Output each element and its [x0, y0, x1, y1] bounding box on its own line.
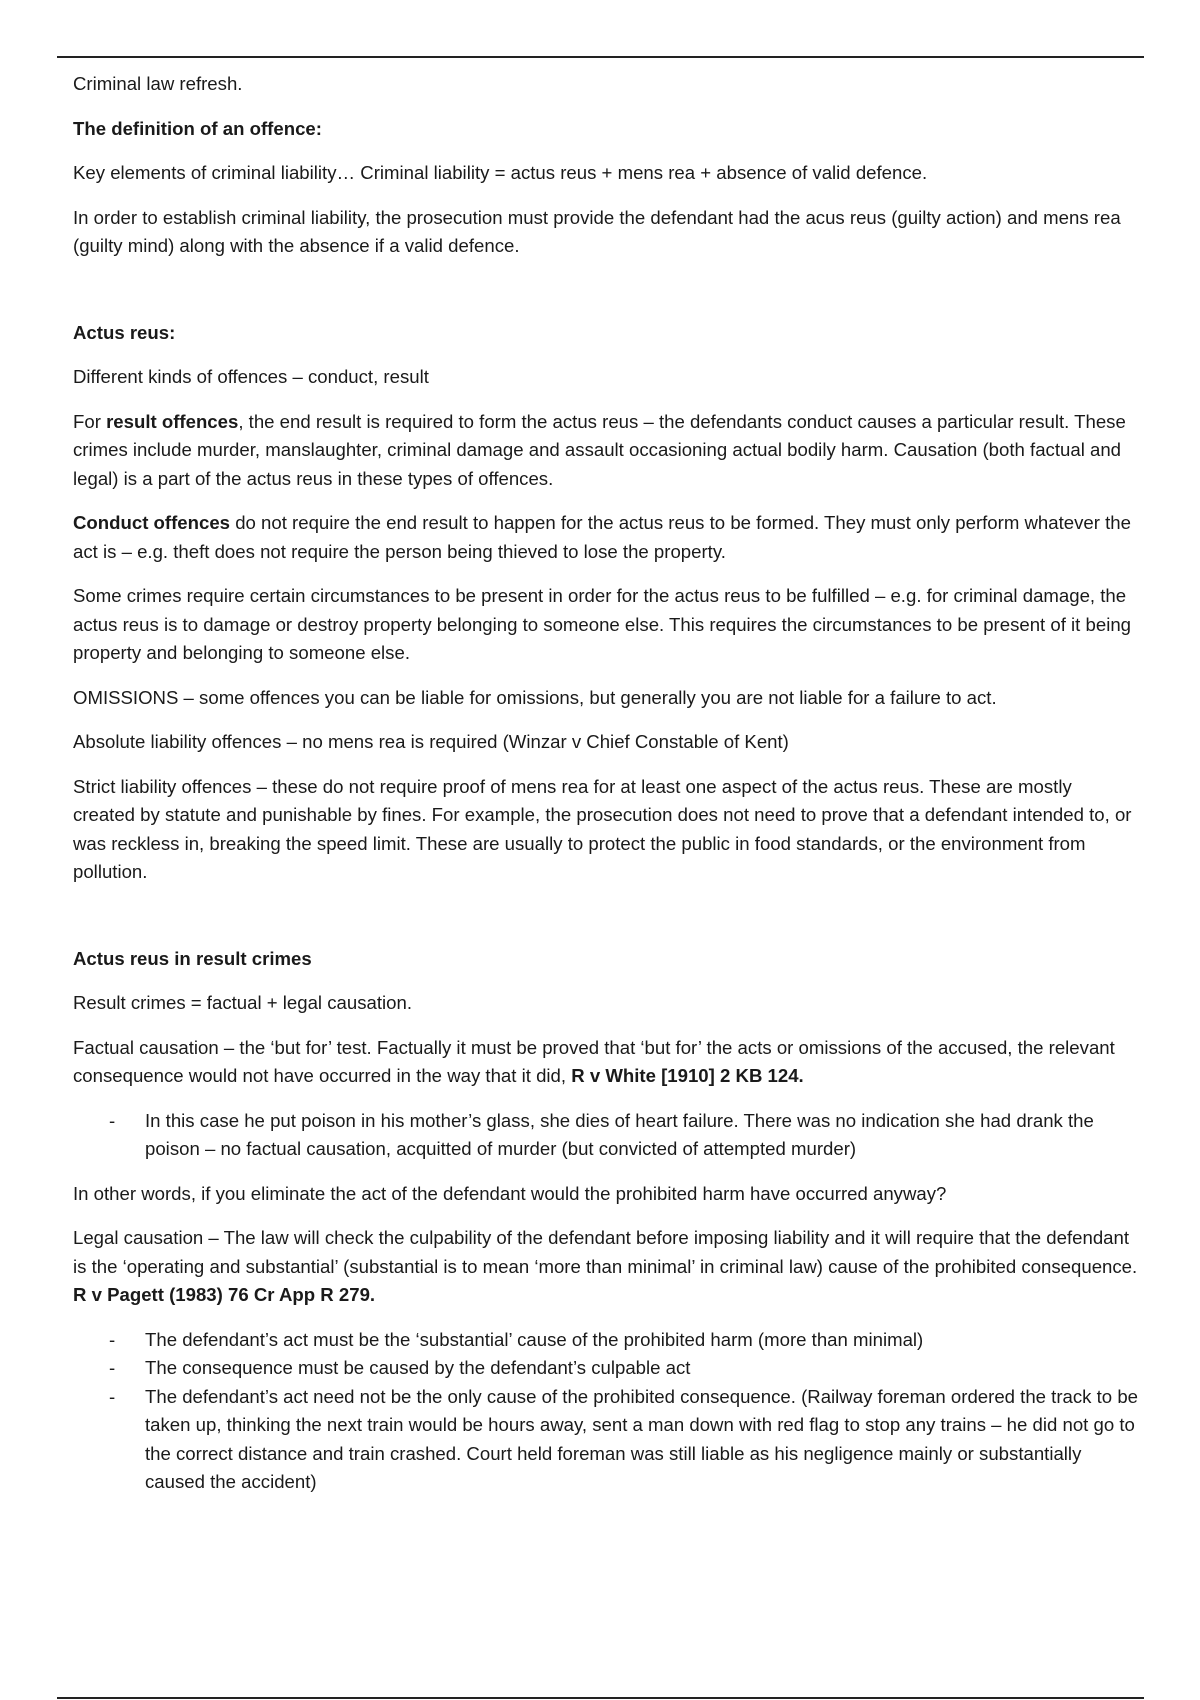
bold-term-result-offences: result offences — [106, 410, 239, 432]
header-rule — [57, 56, 1144, 58]
spacer — [73, 903, 1138, 945]
list-item: - The defendant’s act need not be the only cause of the prohibited consequence. (Railway foreman ordered the track to be taken up, thinking the next train would be hours away, sent a man down with red flag to stop any trains – he did not go to the correct distance and train crashed. Court held foreman was still liable as his negligence mainly or substantially caused the accident) — [145, 1383, 1138, 1497]
text-run: Factual causation – the ‘but for’ test. Factually it must be proved that ‘but for’ the acts or omissions of the accused, the relevant consequence would not have occurred in the way that it did, — [73, 1036, 1115, 1086]
paragraph-circumstances: Some crimes require certain circumstances to be present in order for the actus reus to be fulfilled – e.g. for criminal damage, the actus reus is to damage or destroy property belonging to someone else. This requires the circumstances to be present of it being property and belonging to someone else. — [73, 585, 1132, 663]
list-item: - The defendant’s act must be the ‘substantial’ cause of the prohibited harm (more than minimal) — [145, 1326, 1138, 1355]
footer-rule — [57, 1697, 1144, 1699]
paragraph-result-crimes: Result crimes = factual + legal causation. — [73, 992, 412, 1013]
text-run: , the end result is required to form the actus reus – the defendants conduct causes a particular result. These crimes include murder, manslaughter, criminal damage and assault occasioning actual bodily harm. Causation (both factual and legal) is a part of the actus reus in these types of offences. — [73, 410, 1126, 489]
paragraph-conduct-offences — [73, 509, 1138, 566]
text-run: For — [73, 410, 107, 432]
spacer — [73, 277, 1138, 319]
heading-definition-of-offence: The definition of an offence: — [73, 117, 322, 139]
bold-term-conduct-offences: Conduct offences — [73, 512, 231, 533]
document-page — [73, 70, 1138, 1513]
paragraph-establish-liability: In order to establish criminal liability, the prosecution must provide the defendant had the acus reus (guilty action) and mens rea (guilty mind) along with the absence if a valid defence. — [73, 206, 1121, 256]
case-citation-r-v-pagett: R v Pagett (1983) 76 Cr App R 279. — [73, 1284, 376, 1305]
paragraph-factual-causation — [73, 1034, 1138, 1091]
paragraph-key-elements: Key elements of criminal liability… Criminal liability = actus reus + mens rea + absence of valid defence. — [73, 162, 928, 183]
list-item: - The consequence must be caused by the defendant’s culpable act — [145, 1354, 1138, 1383]
document-title: Criminal law refresh. — [73, 73, 243, 94]
text-run: Legal causation – The law will check the culpability of the defendant before imposing liability and it will require that the defendant is the ‘operating and substantial’ (substantial is to mean ‘more than minimal’ in criminal law) cause of the prohibited consequence. — [73, 1227, 1138, 1277]
bullet-list-legal-causation — [73, 1326, 1138, 1497]
list-item: - In this case he put poison in his mother’s glass, she dies of heart failure. There was no indication she had drank the poison – no factual causation, acquitted of murder (but convicted of attempted murder) — [145, 1107, 1138, 1164]
text-run: do not require the end result to happen for the actus reus to be formed. They must only perform whatever the act is – e.g. theft does not require the person being thieved to lose the property. — [73, 512, 1131, 562]
paragraph-strict-liability: Strict liability offences – these do not require proof of mens rea for at least one aspect of the actus reus. These are mostly created by statute and punishable by fines. For example, the prosecution does not need to prove that a defendant intended to, or was reckless in, breaking the speed limit. These are usually to protect the public in food standards, or the environment from pollution. — [73, 775, 1132, 882]
paragraph-in-other-words: In other words, if you eliminate the act of the defendant would the prohibited harm have occurred anyway? — [73, 1182, 947, 1204]
paragraph-result-offences — [73, 408, 1138, 494]
paragraph-omissions: OMISSIONS – some offences you can be liable for omissions, but generally you are not liable for a failure to act. — [73, 686, 997, 708]
paragraph-absolute-liability: Absolute liability offences – no mens rea is required (Winzar v Chief Constable of Kent) — [73, 731, 789, 752]
case-citation-r-v-white: R v White [1910] 2 KB 124. — [571, 1065, 804, 1086]
paragraph-legal-causation — [73, 1224, 1138, 1310]
bullet-list-white — [73, 1107, 1138, 1164]
heading-actus-reus-result-crimes: Actus reus in result crimes — [73, 947, 312, 969]
heading-actus-reus: Actus reus: — [73, 321, 176, 343]
paragraph-kinds-of-offences: Different kinds of offences – conduct, result — [73, 366, 429, 387]
